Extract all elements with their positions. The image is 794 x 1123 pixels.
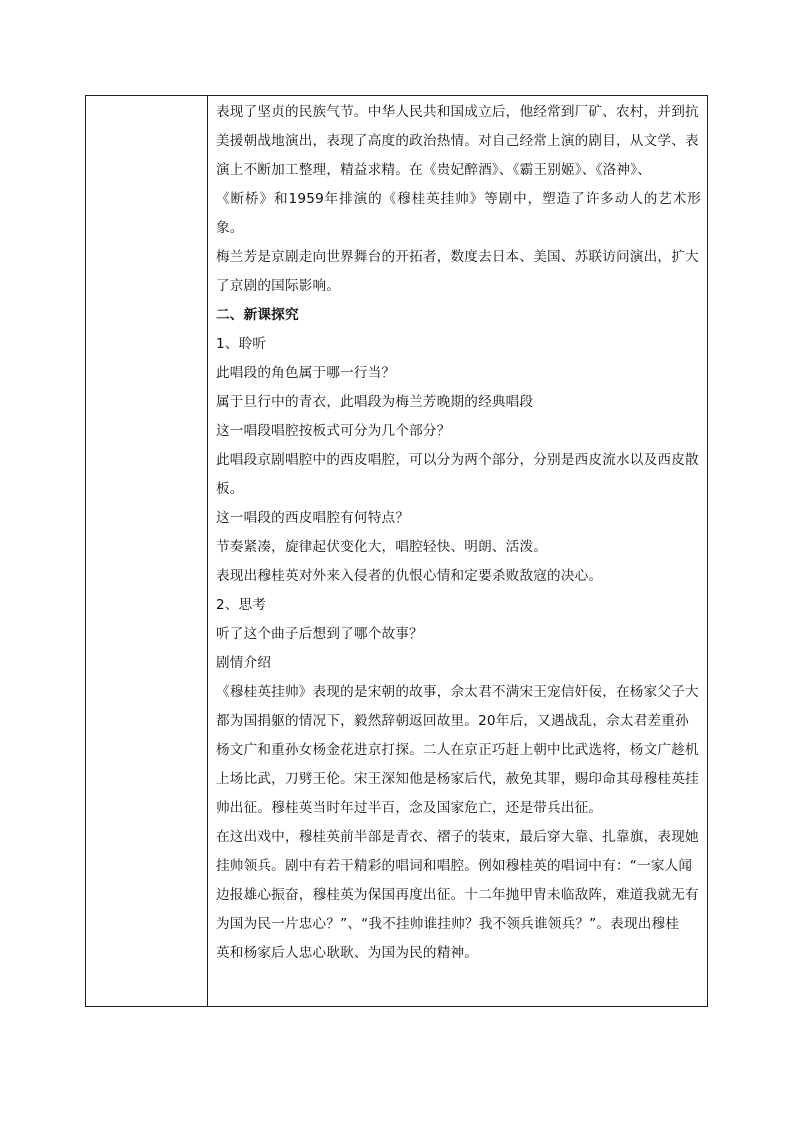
text-line: 帅出征。穆桂英当时年过半百，念及国家危亡，还是带兵出征。	[216, 800, 603, 816]
text-line: 梅兰芳是京剧走向世界舞台的开拓者，数度去日本、美国、苏联访问演出，扩大	[216, 249, 699, 265]
text-line: 英和杨家后人忠心耿耿、为国为民的精神。	[216, 945, 479, 961]
subsection-heading: 1、聆听	[216, 336, 267, 352]
text-line: 这一唱段唱腔按板式可分为几个部分？	[216, 423, 451, 439]
text-line: 《断桥》和1959年排演的《穆桂英挂帅》等剧中，塑造了许多动人的艺术形象。	[216, 191, 701, 236]
text-line: 边报雄心振奋，穆桂英为保国再度出征。十二年抛甲胄未临敌阵，难道我就无有	[216, 887, 699, 903]
text-line: 《穆桂英挂帅》表现的是宋朝的故事，佘太君不满宋王宠信奸佞，在杨家父子大	[216, 684, 699, 700]
text-line: 为国为民一片忠心？”、“我不挂帅谁挂帅？我不领兵谁领兵？”。表现出穆桂	[216, 916, 680, 932]
lesson-table	[85, 95, 708, 1007]
content-body	[208, 96, 707, 968]
content-cell	[208, 96, 708, 1007]
section-heading: 二、新课探究	[216, 307, 299, 323]
text-line: 了京剧的国际影响。	[216, 278, 341, 294]
text-line: 这一唱段的西皮唱腔有何特点？	[216, 510, 410, 526]
text-line: 此唱段京剧唱腔中的西皮唱腔，可以分为两个部分，分别是西皮流水以及西皮散	[216, 452, 699, 468]
text-line: 都为国捐躯的情况下，毅然辞朝返回故里。20年后，又遇战乱，佘太君差重孙	[216, 713, 689, 729]
text-line: 上场比武，刀劈王伦。宋王深知他是杨家后代，赦免其罪，赐印命其母穆桂英挂	[216, 771, 699, 787]
text-line: 演上不断加工整理，精益求精。在《贵妃醉酒》、《霸王别姬》、《洛神》、	[216, 162, 651, 178]
text-line: 表现了坚贞的民族气节。中华人民共和国成立后，他经常到厂矿、农村，并到抗	[216, 104, 699, 120]
text-line: 杨文广和重孙女杨金花进京打探。二人在京正巧赶上朝中比武选将，杨文广趁机	[216, 742, 699, 758]
text-line: 挂帅领兵。剧中有若干精彩的唱词和唱腔。例如穆桂英的唱词中有：“一家人闻	[216, 858, 693, 874]
text-line: 听了这个曲子后想到了哪个故事？	[216, 626, 423, 642]
text-line: 剧情介绍	[216, 655, 272, 671]
text-line: 板。	[216, 481, 244, 497]
text-line: 表现出穆桂英对外来入侵者的仇恨心情和定要杀败敌寇的决心。	[216, 568, 603, 584]
subsection-heading: 2、思考	[216, 597, 267, 613]
text-line: 节奏紧凑，旋律起伏变化大，唱腔轻快、明朗、活泼。	[216, 539, 548, 555]
text-line: 美援朝战地演出，表现了高度的政治热情。对自己经常上演的剧目，从文学、表	[216, 133, 699, 149]
table-row	[86, 96, 708, 1007]
text-line: 属于旦行中的青衣，此唱段为梅兰芳晚期的经典唱段	[216, 394, 534, 410]
label-cell	[86, 96, 208, 1007]
text-line: 此唱段的角色属于哪一行当？	[216, 365, 396, 381]
text-line: 在这出戏中，穆桂英前半部是青衣、褶子的装束，最后穿大靠、扎靠旗，表现她	[216, 829, 699, 845]
